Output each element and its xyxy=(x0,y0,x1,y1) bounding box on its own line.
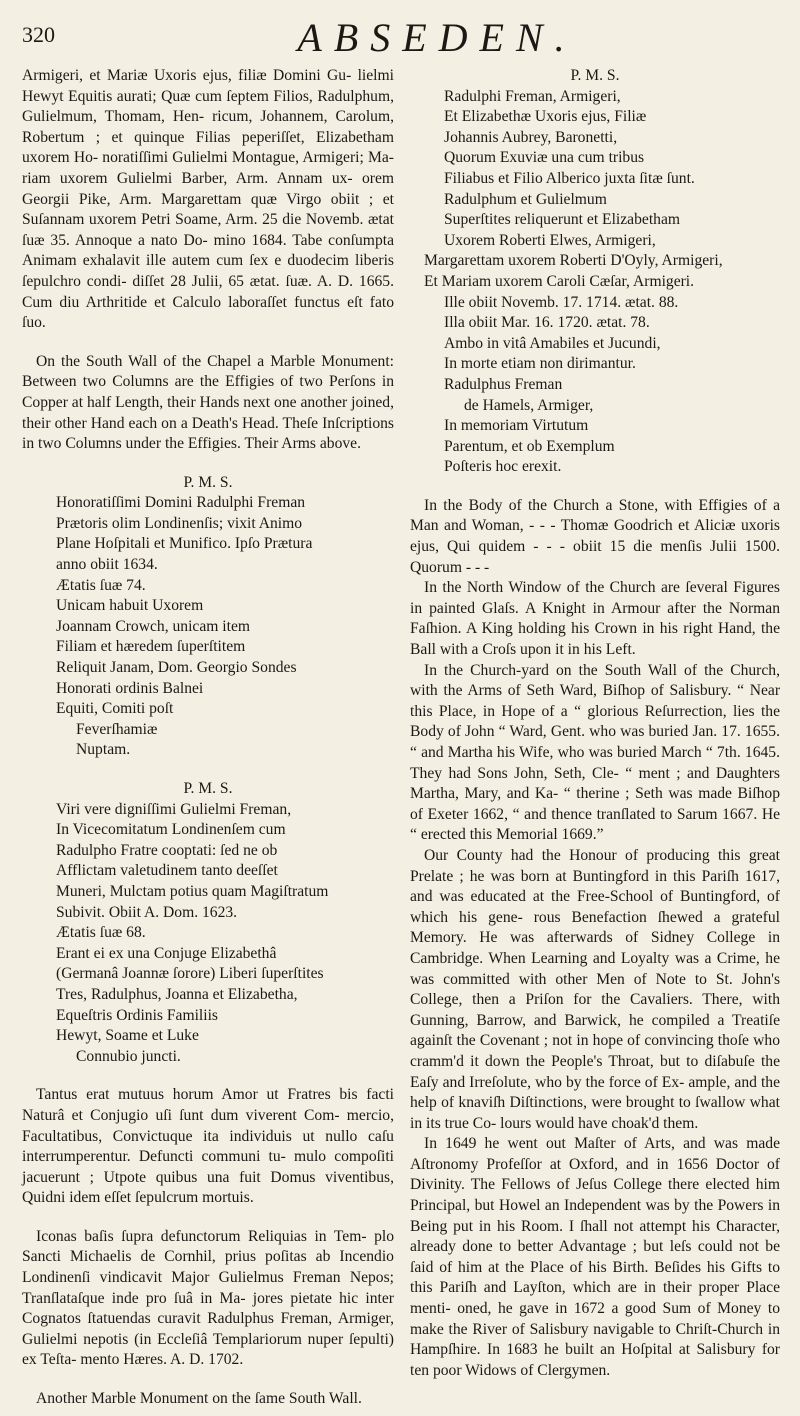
text-line: Ætatis ſuæ 74. xyxy=(56,576,146,594)
text-line: In the Body of the Church a Stone, with xyxy=(424,496,693,514)
text-line: Radulpho Fratre cooptati: ſed ne ob xyxy=(56,841,278,859)
text-line: Church, with the Arms of Seth Ward, Biſhop xyxy=(410,661,780,700)
text-line: Parentum, et ob Exemplum xyxy=(444,437,615,455)
text-line: South Wall. xyxy=(288,1390,362,1408)
text-line: mortuis. xyxy=(202,1189,254,1207)
text-line: Filios, Radulphum, Gulielmum, Thomam, Hen- xyxy=(22,87,394,126)
text-line: Johannis Aubrey, Baronetti, xyxy=(444,128,618,146)
text-line: anno obiit 1634. xyxy=(56,556,158,574)
text-line: Our County had the Honour of producing xyxy=(424,846,710,864)
text-line: Being put in his Room. I ſhall not attempt his xyxy=(410,1217,711,1235)
text-line: Tres, Radulphus, Joanna et Elizabetha, xyxy=(56,985,298,1003)
text-line: Freman Nepos; Tranſlataſque inde pro ſuâ in Ma- xyxy=(22,1269,394,1307)
text-line: this great Prelate ; he was born at Buntingford xyxy=(410,846,780,885)
text-line: He was afterwards of Sidney College in Cambridge. xyxy=(410,929,780,967)
north-window-paragraph xyxy=(410,578,780,660)
text-line: noratiſſimi Gulielmi Montague, Armigeri; Ma- xyxy=(102,149,394,167)
text-line: autem cum ſex e duodecim liberis ſepulchro condi- xyxy=(22,252,394,290)
text-line: mulo compoſiti jacuerunt ; Utpote quibus una fuit xyxy=(22,1148,394,1186)
text-line: In the North Window of the Church are xyxy=(424,579,680,597)
text-line: Afflictam valetudinem tanto deeſſet xyxy=(56,862,278,880)
text-line: compiled a Treatiſe againſt the Covenant ; not xyxy=(410,1011,780,1050)
text-line: Subivit. Obiit A. Dom. 1623. xyxy=(56,903,238,921)
text-line: “ 7th. 1645. They had Sons John, Seth, Cle- xyxy=(410,744,780,782)
text-line: obiit ; et Suſannam uxorem Petri Soame, Arm. xyxy=(22,190,394,229)
text-line: “ and Martha his Wife, who was buried March xyxy=(410,744,702,761)
text-line: was made Aſtronomy Profeſſor at Oxford, and xyxy=(410,1135,780,1173)
text-line: Nuptam. xyxy=(76,741,131,759)
text-line: obiit 15 die menſis Julii 1500. Quorum - - - xyxy=(410,538,780,576)
text-line: Free-School of Buntingford, of which his gene- xyxy=(410,888,781,926)
text-line: In 1649 he went out Maſter of Arts, and xyxy=(424,1135,706,1153)
text-line: Muneri, Mulctam potius quam Magiſtratum xyxy=(56,882,329,900)
text-line: Armour after the Norman Faſhion. A King xyxy=(410,599,780,638)
text-line: Et Elizabethæ Uxoris ejus, Filiæ xyxy=(444,108,647,126)
text-line: ricum, Johannem, Carolum, Robertum ; et xyxy=(22,108,394,146)
text-line: (Germanâ Joannæ ſorore) Liberi ſuperſtites xyxy=(56,965,324,983)
text-line: Poſteris hoc erexit. xyxy=(444,458,562,476)
another-monument-paragraph xyxy=(22,1389,394,1410)
iconas-paragraph xyxy=(22,1227,394,1371)
page-number: 320 xyxy=(22,22,55,47)
text-line: mino 1684. Tabe conſumpta Animam exhalavit ille xyxy=(22,231,394,270)
text-line: Filiabus et Filio Alberico juxta ſitæ ſunt. xyxy=(444,169,695,187)
text-line: Joannam Crowch, unicam item xyxy=(56,617,251,635)
text-line: Margarettam uxorem Roberti D'Oyly, Armigeri, xyxy=(424,252,723,270)
text-line: Connubio juncti. xyxy=(76,1047,181,1065)
text-line: mento Hæres. A. D. 1702. xyxy=(80,1351,244,1369)
churchyard-paragraph xyxy=(410,661,780,846)
text-line: Quorum Exuviæ una cum tribus xyxy=(444,149,645,167)
text-line: Hewyt, Soame et Luke xyxy=(56,1027,199,1045)
inscription-radulphi xyxy=(22,473,394,761)
text-line: Chriſt-Church in Hampſhire. In 1683 he built an xyxy=(410,1320,781,1359)
intro-paragraph xyxy=(22,66,394,334)
text-line: Illa obiit Mar. 16. 1720. ætat. 78. xyxy=(444,314,650,332)
text-line: In morte etiam non dirimantur. xyxy=(444,355,636,373)
text-line: “ therine ; Seth was made Biſhop of Exeter 1662, xyxy=(410,785,780,823)
text-line: There, with Gunning, Barrow, and Barwick, he xyxy=(410,991,780,1029)
church-body-paragraph xyxy=(410,496,780,578)
text-line: diu Arthritide et Calculo laboraſſet functus eſt fato xyxy=(59,293,394,311)
text-line: Plane Hoſpitali et Munifico. Ipſo Prætura xyxy=(56,535,313,553)
south-wall-paragraph xyxy=(22,352,394,455)
text-line: Erant ei ex una Conjuge Elizabethâ xyxy=(56,944,277,962)
text-line: Ille obiit Novemb. 17. 1714. ætat. 88. xyxy=(444,293,679,311)
text-line: nullo caſu interrumperentur. Defuncti communi tu- xyxy=(22,1127,394,1166)
text-line: Incendio Londinenſi vindicavit Major Gulielmus xyxy=(22,1248,394,1287)
text-line: holding his Crown in his right Hand, the Ball xyxy=(410,620,780,659)
text-line: to make the River of Salisbury navigable to xyxy=(410,1300,780,1338)
text-line: in 1656 Doctor of Divinity. The Fellows of xyxy=(410,1155,781,1194)
text-line: Domus viventibus, Quidni idem eſſet ſepulcrum xyxy=(22,1168,394,1207)
text-line: Theſe Inſcriptions in two Columns under the xyxy=(22,414,394,453)
text-line: Radulphum et Gulielmum xyxy=(444,190,607,208)
text-line: plo Sancti Michaelis de Cornhil, prius poſitas ab xyxy=(22,1227,394,1266)
text-line: Hoſpital at Salisbury for ten poor Widows of xyxy=(410,1341,780,1379)
text-line: Ætatis ſuæ 68. xyxy=(56,924,146,942)
text-line: Clergymen. xyxy=(537,1361,611,1379)
text-line: ſeveral Figures in painted Glaſs. A Knight in xyxy=(410,579,780,617)
text-line: diſſet 28 Julii, 65 ætat. ſuæ. A. D. 1665. Cum xyxy=(22,272,395,311)
text-line: In Vicecomitatum Londinenſem cum xyxy=(56,821,286,839)
text-line: Superſtites reliquerunt et Elizabetham xyxy=(444,211,680,229)
text-line: lours would have choak'd them. xyxy=(500,1114,699,1132)
text-line: Iconas baſis ſupra defunctorum Reliquias in Tem- xyxy=(36,1227,367,1245)
text-line: in hope of convincing thoſe who cramm'd it xyxy=(410,1032,780,1070)
text-line: Howel an Independent was by the Powers in xyxy=(498,1197,781,1215)
county-paragraph xyxy=(410,846,780,1134)
text-line: de Hamels, Armiger, xyxy=(464,396,594,414)
text-line: Radulphus Freman, Armiger, Gulielmi nepotis xyxy=(22,1310,394,1348)
text-line: Unicam habuit Uxorem xyxy=(56,597,204,615)
text-line: ample, and the help of knaviſh Diſtinctions, xyxy=(410,1073,780,1112)
text-line: oned, he gave in 1672 a good Sum of Money xyxy=(457,1300,762,1318)
text-line: but leſs could not be ſaid of him at the Place of xyxy=(410,1238,780,1276)
text-line: rous Benefaction ſhewed a grateful Memory. xyxy=(410,908,780,947)
text-line: orem Georgii Pike, Arm. Margarettam quæ Virgo xyxy=(22,169,394,208)
text-line: jores pietate hic inter Cognatos ſtatuendas curavit xyxy=(22,1289,394,1328)
text-line: Effigies of a Man and Woman, - - - Thomæ xyxy=(410,496,781,535)
text-line: Radulphi Freman, Armigeri, xyxy=(444,87,621,105)
running-title: ABSEDEN. xyxy=(297,15,577,60)
text-line: Effigies. Their Arms above. xyxy=(187,435,361,453)
text-line: Ambo in vitâ Amabiles et Jucundi, xyxy=(444,334,661,352)
text-line: Monument: Between two Columns are the xyxy=(22,352,394,391)
text-line: Honoratiſſimi Domini Radulphi Freman xyxy=(56,494,306,512)
inscription-gulielmi xyxy=(22,779,394,1067)
text-line: “ and thence tranſlated to Sarum 1667. He xyxy=(512,805,781,823)
text-line: with a Croſs upon it in his Left. xyxy=(439,641,636,659)
text-line: Reliquit Janam, Dom. Georgio Sondes xyxy=(56,659,297,677)
text-line: was committed with other Men of Note to St. xyxy=(410,970,733,988)
text-line: In memoriam Virtutum xyxy=(444,417,589,435)
text-line: When Learning and Loyalty was a Crime, he xyxy=(488,949,780,967)
text-line: ſuo. xyxy=(22,314,46,332)
text-line: Effigies of two Perſons in Copper at half xyxy=(22,373,394,411)
text-line: Prætoris olim Londinenſis; vixit Animo xyxy=(56,514,303,532)
text-line: “ glorious Reſurrection, lies the Body of John xyxy=(410,702,780,741)
text-line: Radulphus Freman xyxy=(444,375,563,393)
text-line: John's College, then a Priſon for the Cavaliers. xyxy=(410,970,781,1009)
text-line: Goodrich et Aliciæ uxoris ejus, Qui quidem - - - xyxy=(410,517,780,556)
text-line: Tantus erat mutuus horum Amor ut Fratres bis xyxy=(36,1086,358,1104)
tantus-paragraph xyxy=(22,1085,394,1209)
text-line: 25 die Novemb. ætat ſuæ 35. Annoque a nato Do- xyxy=(22,211,394,249)
page-header xyxy=(22,14,782,58)
text-line: quinque Filias peperiſſet, Elizabetham uxorem Ho- xyxy=(22,128,394,167)
text-line: mercio, Facultatibus, Convictuque ita individuis ut xyxy=(22,1106,394,1145)
text-line: in this Pariſh 1617, and was educated at the xyxy=(410,867,780,906)
text-line: Length, their Hands next one another joined, xyxy=(115,393,394,411)
text-line: facti Naturâ et Conjugio uſi ſunt dum viverent Com- xyxy=(22,1086,394,1124)
text-line: of Salisbury. “ Near this Place, in Hope of a xyxy=(410,682,781,720)
text-line: On the South Wall of the Chapel a Marble xyxy=(36,352,316,370)
text-line: “ Ward, Gent. who was buried Jan. 17. 1655. xyxy=(498,723,780,741)
text-line: “ erected this Memorial 1669.” xyxy=(410,826,604,844)
text-line: lielmi Hewyt Equitis aurati; Quæ cum ſeptem xyxy=(22,67,394,105)
right-column xyxy=(410,66,780,1381)
text-line: P. M. S. xyxy=(183,780,233,797)
text-line: Equiti, Comiti poſt xyxy=(56,700,174,718)
text-line: Et Mariam uxorem Caroli Cæſar, Armigeri. xyxy=(424,272,695,290)
text-line: Character, already done to better Advantage ; xyxy=(410,1217,780,1256)
text-line: Equeſtris Ordinis Familiis xyxy=(56,1006,218,1024)
text-line: Uxorem Roberti Elwes, Armigeri, xyxy=(444,231,656,249)
text-line: P. M. S. xyxy=(570,67,620,84)
text-line: Layſton, which are in their proper Place menti- xyxy=(410,1279,780,1318)
text-line: their other Hand each on a Death's Head. xyxy=(22,414,279,432)
text-line: P. M. S. xyxy=(183,473,233,491)
text-line: were brought to ſwallow what in its true Co- xyxy=(410,1094,780,1132)
text-line: Honorati ordinis Balnei xyxy=(56,679,204,697)
text-line: his Birth. Beſides his Gifts to this Pariſh and xyxy=(410,1258,780,1297)
left-column xyxy=(22,66,394,1410)
text-line: (in Eccleſiâ Templariorum nuper ſepulti) ex Teſta- xyxy=(22,1330,394,1369)
text-line: down the People's Throat, but to diſabuſe the xyxy=(485,1052,780,1070)
text-line: riam uxorem Gulielmi Barber, Arm. Annam ux- xyxy=(22,169,353,187)
text-line: Eaſy and Irreſolute, who by the force of Ex- xyxy=(410,1073,685,1091)
text-line: Another Marble Monument on the ſame xyxy=(36,1390,286,1408)
text-line: Feverſhamiæ xyxy=(76,720,158,738)
text-line: Jeſus College there elected him Principal, but xyxy=(410,1176,781,1215)
text-line: Viri vere digniſſimi Gulielmi Freman, xyxy=(56,800,292,818)
text-line: Armigeri, et Mariæ Uxoris ejus, filiæ Domini Gu- xyxy=(22,67,352,84)
inscription-freman-aubrey xyxy=(410,66,780,478)
text-line: In the Church-yard on the South Wall of the xyxy=(424,661,724,679)
text-line: “ ment ; and Daughters Martha, Mary, and Ka- xyxy=(410,764,780,803)
text-line: Filiam et hæredem ſuperſtitem xyxy=(56,638,246,656)
oxford-paragraph xyxy=(410,1134,780,1381)
